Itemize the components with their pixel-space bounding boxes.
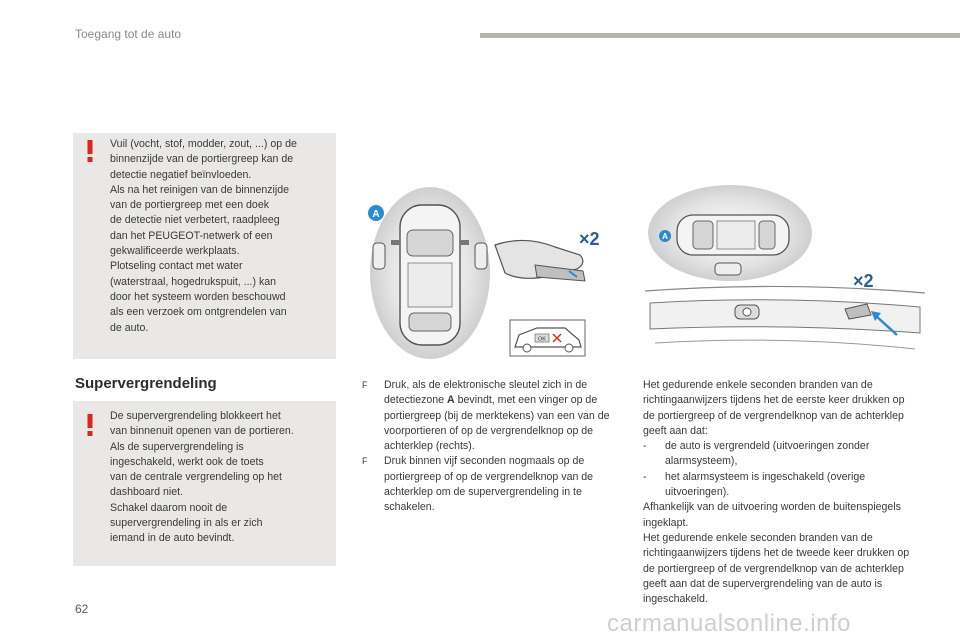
multiplier-label: ×2 <box>853 271 874 291</box>
instruction-column <box>362 378 624 516</box>
warning-line: van binnenuit openen van de portieren. <box>110 425 294 438</box>
dash-marker: - <box>643 440 647 453</box>
car-top-view-icon <box>677 215 789 255</box>
bullet-marker: F <box>362 380 368 390</box>
warning-text <box>110 409 328 547</box>
page-number: 62 <box>75 602 89 616</box>
mirror-note: Afhankelijk van de uitvoering worden de buitenspiegels ingeklapt. <box>643 501 901 529</box>
warning-line: detectie negatief beïnvloeden. <box>110 168 252 181</box>
illustration-door-handle <box>355 185 625 360</box>
zone-a-badge <box>659 230 671 242</box>
watermark: carmanualsonline.info <box>607 610 851 637</box>
warning-exclamation-icon <box>86 140 94 162</box>
warning-line: als een verzoek om ontgrendelen van <box>110 306 287 319</box>
running-header: Toegang tot de auto <box>75 27 182 41</box>
car-side-ok-icon <box>510 320 585 356</box>
zone-a-label: A <box>662 232 668 241</box>
warning-line: de auto. <box>110 321 149 334</box>
illustration-tailgate-button <box>635 183 930 360</box>
step-text: bevindt, met een vinger op de portiergreep (bij de merktekens) van een van de voorportieren of op de vergrendelknop op de achterklep (rechts). <box>384 394 610 453</box>
warning-line: de detectie niet verbetert, raadpleeg <box>110 214 280 227</box>
zone-reference: A <box>447 394 455 407</box>
warning-line: Vuil (vocht, stof, modder, zout, ...) op de <box>110 138 297 150</box>
result-item-text: de auto is vergrendeld (uitvoeringen zonder alarmsysteem), <box>665 440 870 468</box>
warning-line: van de portiergreep met een doek <box>110 199 270 212</box>
warning-box-supervergrendeling <box>73 401 336 566</box>
dash-marker: - <box>643 470 647 483</box>
zone-a-badge <box>368 205 384 221</box>
warning-line: dan het PEUGEOT-netwerk of een <box>110 229 273 242</box>
car-top-view-icon <box>391 205 469 345</box>
warning-line: gekwalificeerde werkplaats. <box>110 245 240 258</box>
warning-line: supervergrendeling in als er zich <box>110 517 263 530</box>
key-fob-icon <box>715 263 741 275</box>
warning-line: door het systeem worden beschouwd <box>110 290 286 303</box>
warning-line: Plotseling contact met water <box>110 260 243 273</box>
warning-line: binnenzijde van de portiergreep kan de <box>110 153 294 166</box>
instruction-step <box>362 378 624 454</box>
warning-line: ingeschakeld, werkt ook de toets <box>110 455 264 468</box>
step-text: Druk binnen vijf seconden nogmaals op de portiergreep of op de vergrendelknop van de achterklep om de supervergrendeling in te schakelen. <box>384 455 594 514</box>
multiplier-label: ×2 <box>579 229 600 249</box>
warning-line: Schakel daarom nooit de <box>110 501 228 514</box>
instruction-step <box>362 454 624 515</box>
result-column <box>643 378 918 607</box>
step-text: Druk, als de elektronische sleutel zich in de detectiezone <box>384 379 588 407</box>
hand-on-handle-icon <box>495 240 585 281</box>
section-title: Supervergrendeling <box>75 375 217 392</box>
warning-box-dirt <box>73 133 336 359</box>
tailgate-icon <box>645 286 925 349</box>
warning-line: Als de supervergrendeling is <box>110 440 244 453</box>
result-item <box>643 439 918 470</box>
warning-text <box>110 137 328 336</box>
ok-label: OK <box>538 336 546 343</box>
warning-line: van de centrale vergrendeling op het <box>110 471 282 484</box>
zone-a-label: A <box>372 209 380 220</box>
warning-line: dashboard niet. <box>110 486 184 499</box>
bullet-marker: F <box>362 456 368 467</box>
result-intro: Het gedurende enkele seconden branden van de richtingaanwijzers tijdens het de eerste keer drukken op de portiergreep of de vergrendelknop van de achterklep geeft aan dat: <box>643 379 905 437</box>
supervergrendeling-note: Het gedurende enkele seconden branden van de richtingaanwijzers tijdens het de tweede keer drukken op de portiergreep of de vergrendelknop van de achterklep geeft aan dat de supervergrendeling van de auto is ingeschakeld. <box>643 531 910 606</box>
header-bar <box>480 33 960 38</box>
result-item <box>643 470 918 501</box>
warning-exclamation-icon <box>86 414 94 436</box>
warning-line: iemand in de auto bevindt. <box>110 532 235 545</box>
warning-line: Als na het reinigen van de binnenzijde <box>110 183 290 196</box>
warning-line: De supervergrendeling blokkeert het <box>110 410 281 422</box>
result-item-text: het alarmsysteem is ingeschakeld (overige uitvoeringen). <box>665 470 866 499</box>
warning-line: (waterstraal, hogedrukspuit, ...) kan <box>110 275 277 288</box>
